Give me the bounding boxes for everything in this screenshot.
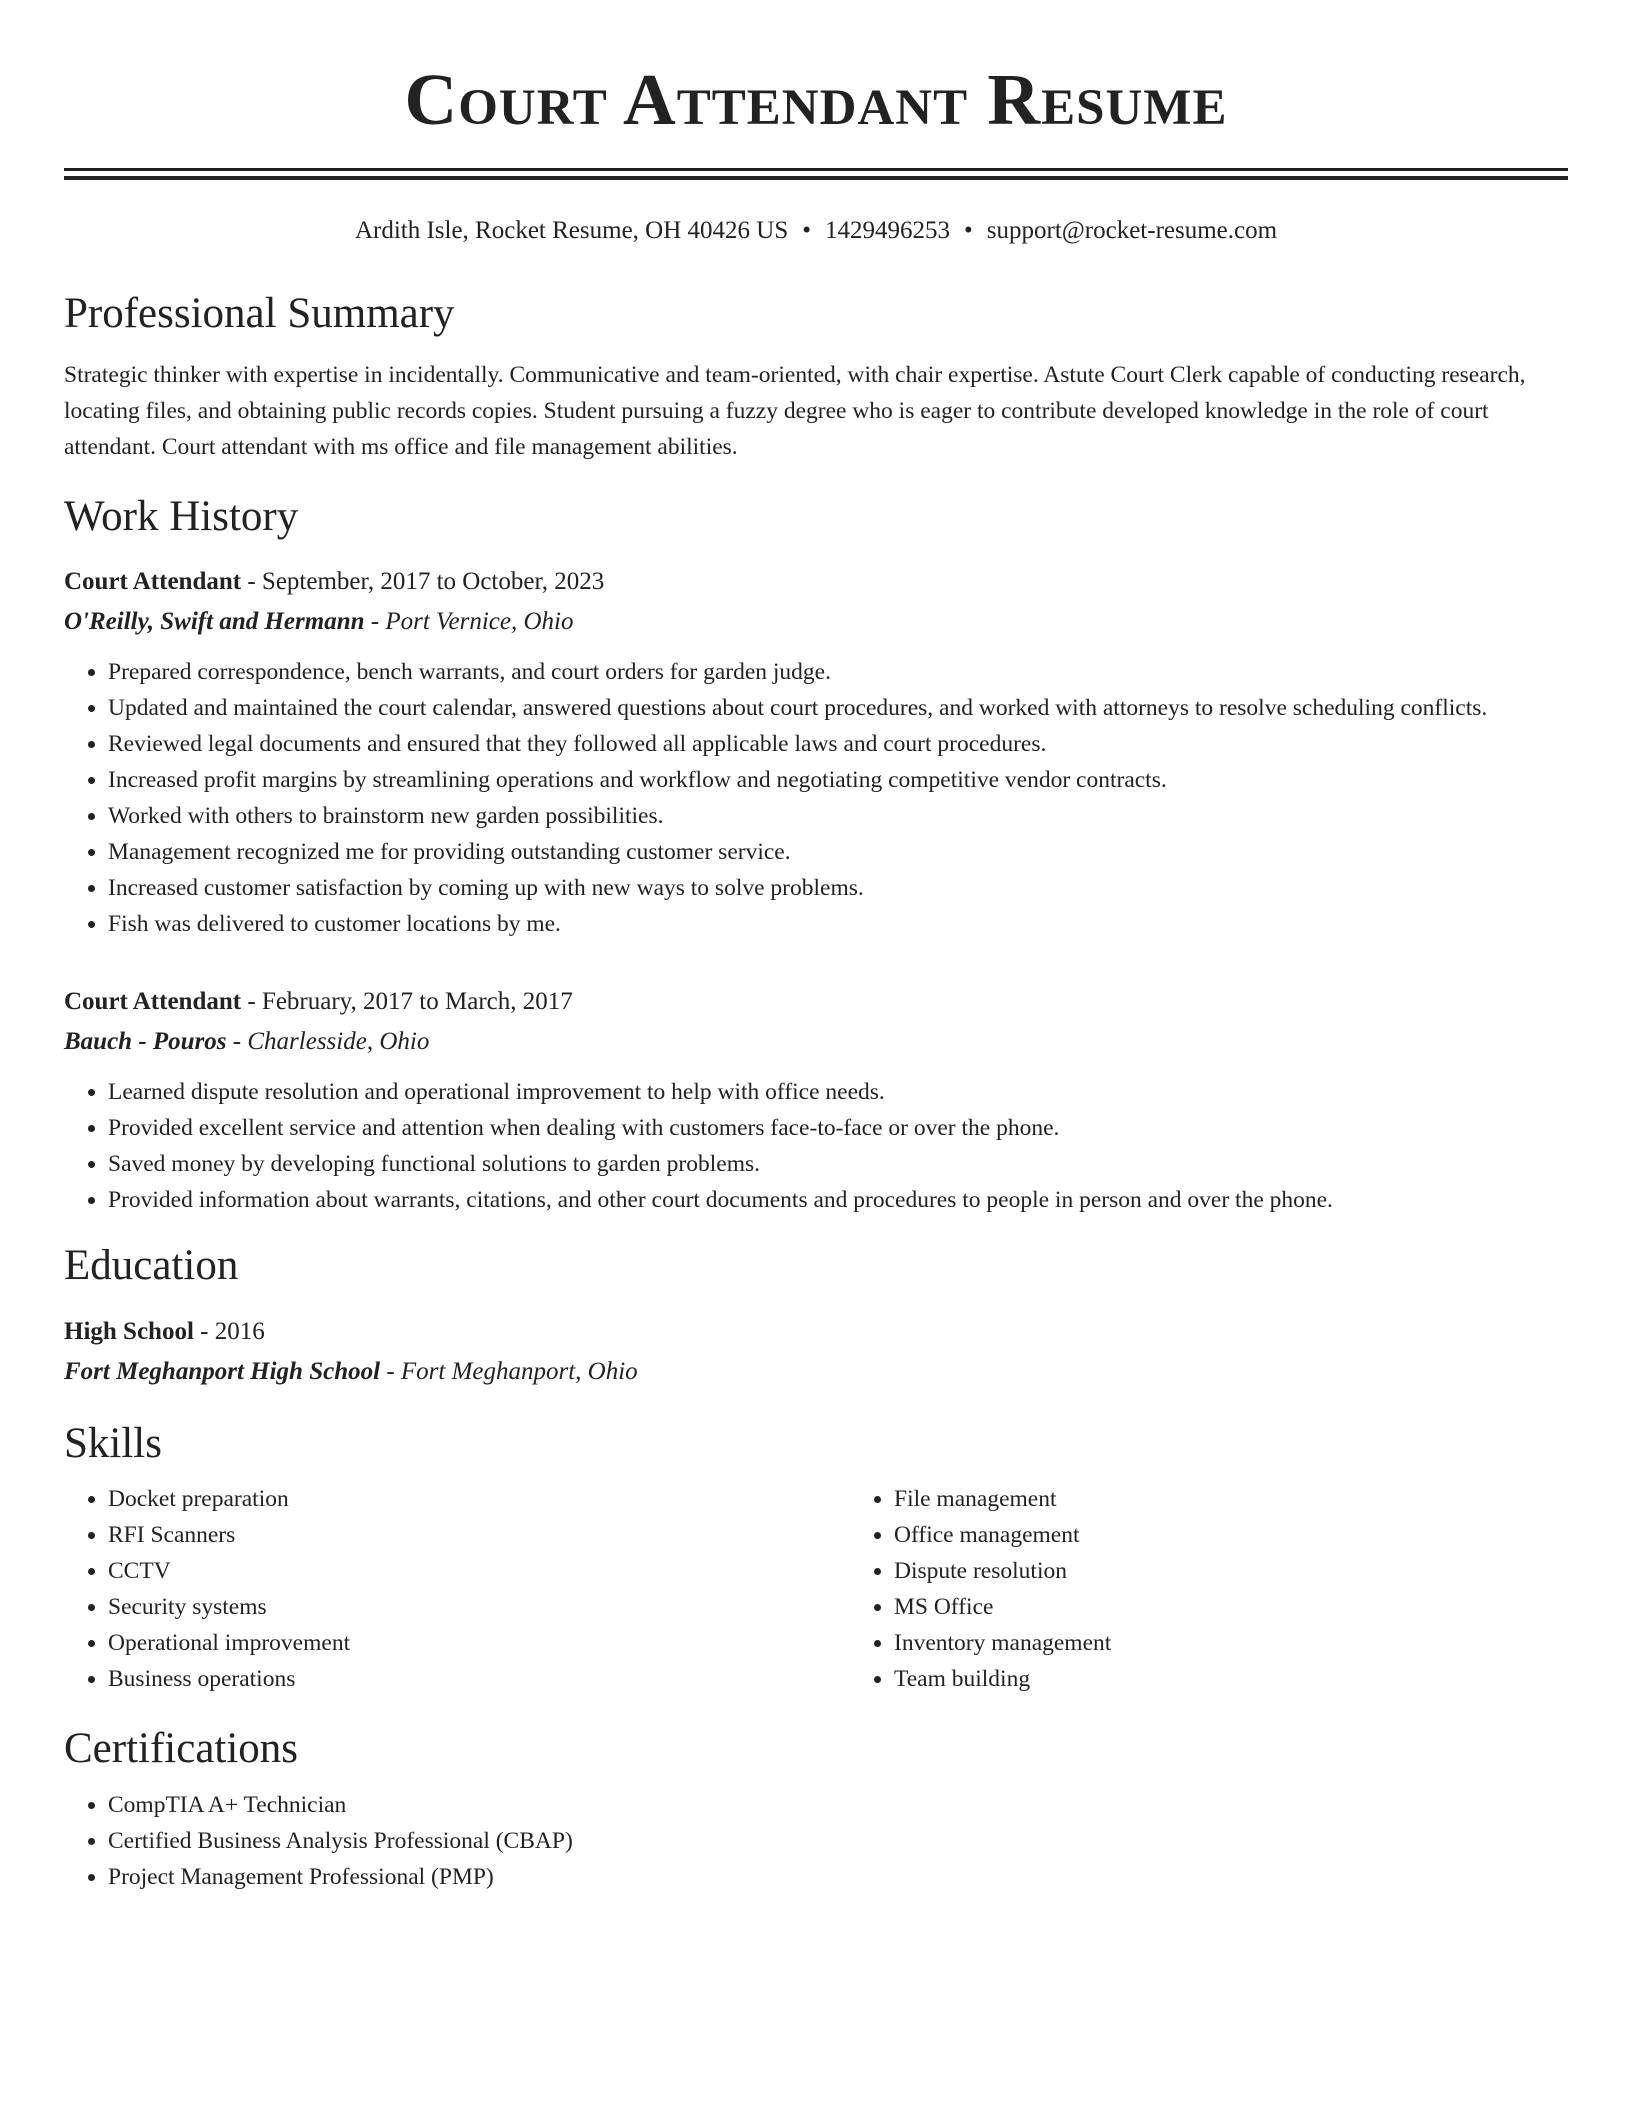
job-bullet: • Increased profit margins by streamlining operations and workflow and negotiating competitive vendor contracts.	[108, 762, 1568, 798]
job-entry	[64, 562, 1568, 942]
job-bullets	[64, 654, 1568, 942]
job-bullet: • Management recognized me for providing outstanding customer service.	[108, 834, 1568, 870]
skill-item: • RFI Scanners	[108, 1517, 850, 1553]
skill-item: • Office management	[894, 1517, 1568, 1553]
certification-item: • Project Management Professional (PMP)	[108, 1859, 1568, 1895]
education-entry	[64, 1312, 1568, 1392]
contact-phone: 1429496253	[825, 217, 950, 244]
skill-item: • Business operations	[108, 1661, 850, 1697]
job-title-line	[64, 562, 1568, 602]
job-bullet: • Fish was delivered to customer locations by me.	[108, 906, 1568, 942]
skill-item: • Team building	[894, 1661, 1568, 1697]
contact-separator: •	[964, 217, 973, 244]
job-bullet: • Learned dispute resolution and operational improvement to help with office needs.	[108, 1074, 1568, 1110]
graduation-year: - 2016	[193, 1317, 265, 1345]
degree: High School	[64, 1317, 194, 1345]
employer-location: - Port Vernice, Ohio	[364, 608, 574, 636]
skill-item: • Docket preparation	[108, 1481, 850, 1517]
employer-name: O'Reilly, Swift and Hermann	[64, 608, 365, 636]
skill-item: • Dispute resolution	[894, 1553, 1568, 1589]
resume-title: Court Attendant Resume	[404, 59, 1228, 140]
work-history-heading: Work History	[64, 492, 299, 540]
job-bullet: • Worked with others to brainstorm new garden possibilities.	[108, 798, 1568, 834]
employer-name: Bauch - Pouros	[64, 1028, 227, 1056]
skill-item: • CCTV	[108, 1553, 850, 1589]
contact-address: Ardith Isle, Rocket Resume, OH 40426 US	[354, 217, 789, 244]
job-bullet: • Saved money by developing functional solutions to garden problems.	[108, 1146, 1568, 1182]
certification-item: • CompTIA A+ Technician	[108, 1787, 1568, 1823]
skills-heading: Skills	[64, 1419, 162, 1467]
contact-email: support@rocket-resume.com	[986, 217, 1278, 244]
skill-item: • Security systems	[108, 1589, 850, 1625]
job-bullet: • Reviewed legal documents and ensured that they followed all applicable laws and court procedures.	[108, 726, 1568, 762]
school-location: - Fort Meghanport, Ohio	[380, 1357, 638, 1385]
job-dates: - February, 2017 to March, 2017	[241, 988, 573, 1016]
job-title: Court Attendant	[64, 568, 242, 596]
summary-heading: Professional Summary	[64, 290, 455, 337]
job-title-line	[64, 982, 1568, 1022]
contact-separator: •	[802, 217, 811, 244]
school-line	[64, 1352, 1568, 1392]
contact-line	[64, 216, 1568, 246]
skill-item: • MS Office	[894, 1589, 1568, 1625]
job-bullet: • Provided excellent service and attention when dealing with customers face-to-face or over the phone.	[108, 1110, 1568, 1146]
skills-column-left	[64, 1481, 850, 1697]
title-rule-thin	[64, 168, 1568, 171]
employer-line	[64, 1022, 1568, 1062]
job-bullet: • Updated and maintained the court calendar, answered questions about court procedures, and worked with attorneys to resolve scheduling conflicts.	[108, 690, 1568, 726]
employer-location: - Charlesside, Ohio	[226, 1028, 430, 1056]
skill-item: • File management	[894, 1481, 1568, 1517]
skills-column-right	[850, 1481, 1568, 1697]
title-rule-thick	[64, 176, 1568, 180]
job-bullets	[64, 1074, 1568, 1218]
school-name: Fort Meghanport High School	[64, 1357, 381, 1385]
summary-text: Strategic thinker with expertise in incidentally. Communicative and team-oriented, with chair expertise. Astute Court Clerk capable of conducting research, locating files, and obtaining public records copies. Student pursuing a fuzzy degree who is eager to contribute developed knowledge in the role of court attendant. Court attendant with ms office and file management abilities.	[64, 361, 1526, 460]
skill-item: • Inventory management	[894, 1625, 1568, 1661]
skills-grid	[64, 1481, 1568, 1697]
certifications-list	[64, 1787, 1568, 1895]
certifications-heading: Certifications	[64, 1725, 299, 1773]
job-bullet: • Provided information about warrants, citations, and other court documents and procedures to people in person and over the phone.	[108, 1182, 1568, 1218]
certification-item: • Certified Business Analysis Professional (CBAP)	[108, 1823, 1568, 1859]
job-dates: - September, 2017 to October, 2023	[241, 568, 605, 596]
education-heading: Education	[64, 1242, 239, 1290]
job-title: Court Attendant	[64, 988, 242, 1016]
job-bullet: • Increased customer satisfaction by coming up with new ways to solve problems.	[108, 870, 1568, 906]
skill-item: • Operational improvement	[108, 1625, 850, 1661]
degree-line	[64, 1312, 1568, 1352]
job-entry	[64, 982, 1568, 1218]
employer-line	[64, 602, 1568, 642]
job-bullet: • Prepared correspondence, bench warrants, and court orders for garden judge.	[108, 654, 1568, 690]
